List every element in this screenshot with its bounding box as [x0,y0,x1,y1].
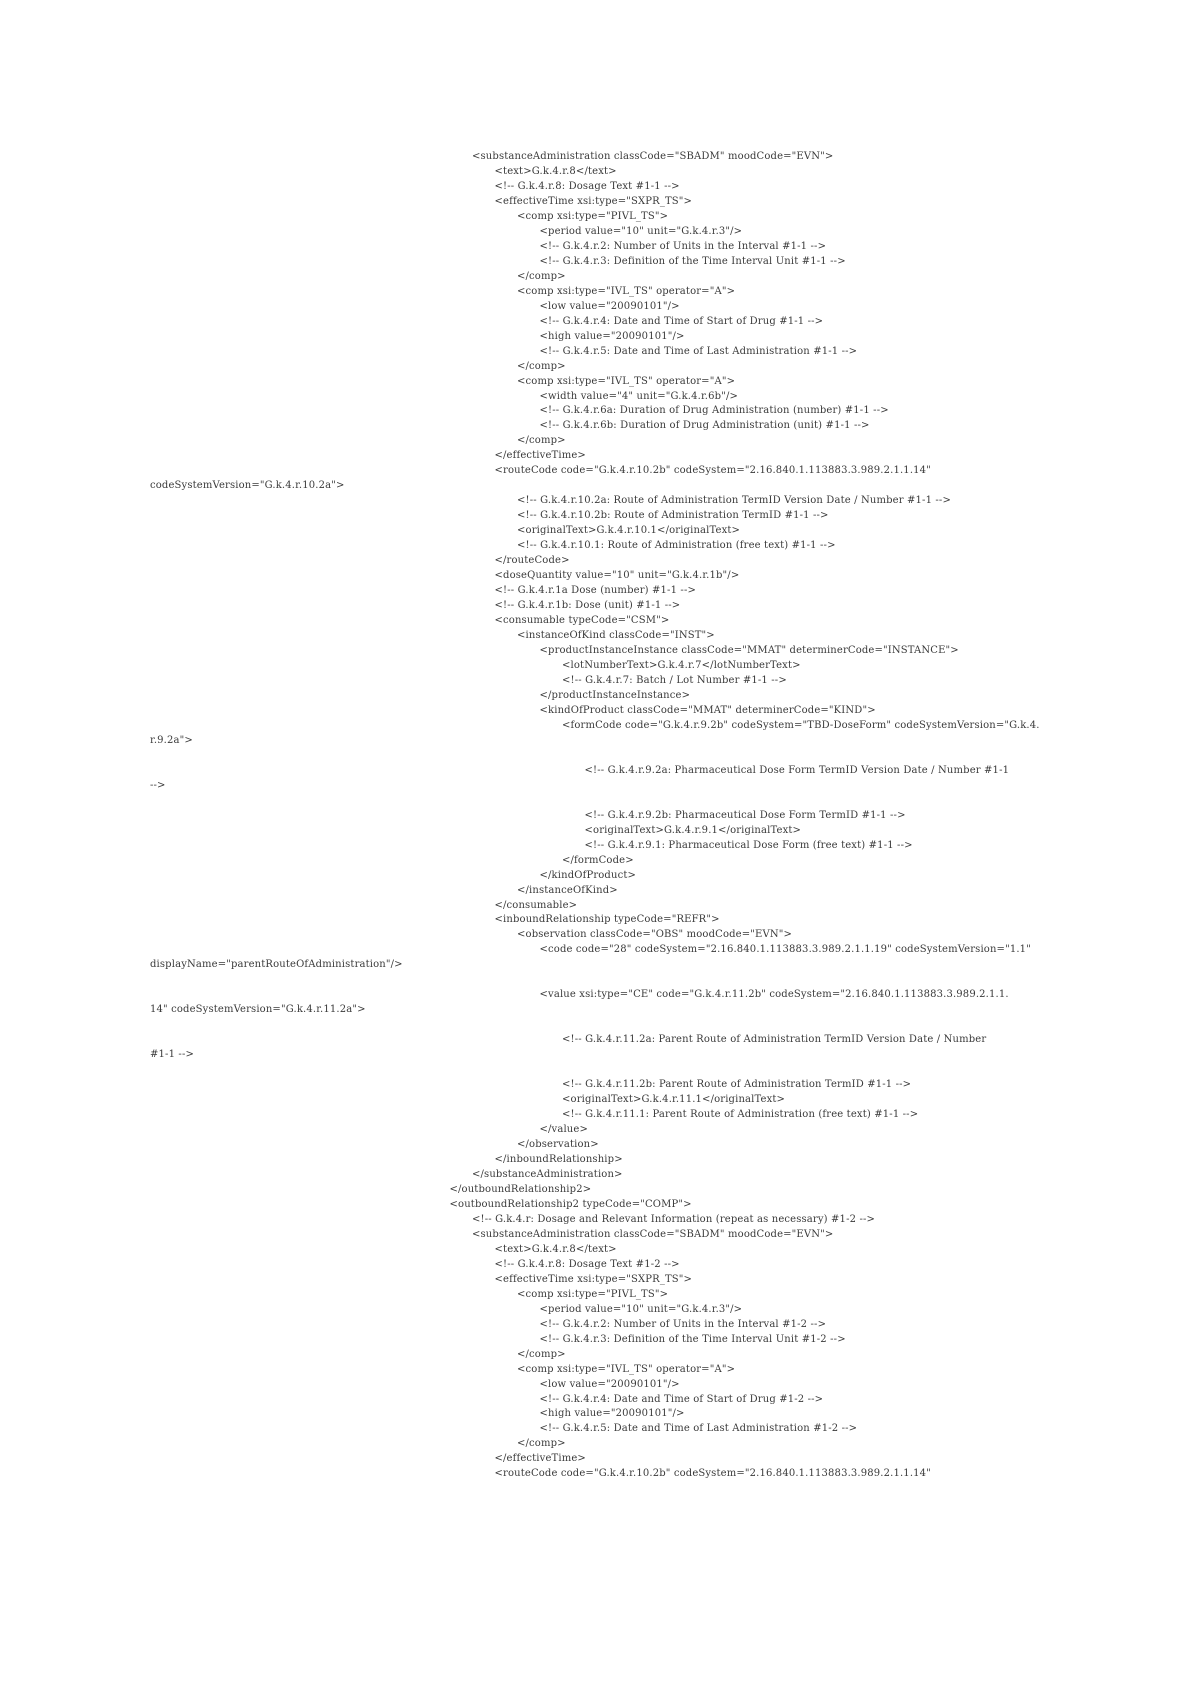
code-line: <!-- G.k.4.r.9.2b: Pharmaceutical Dose Form TermID #1-1 --> [584,809,906,821]
code-line: <effectiveTime xsi:type="SXPR_TS"> [494,1273,693,1285]
code-line: <!-- G.k.4.r.1a Dose (number) #1-1 --> [494,585,696,597]
code-line: <observation classCode="OBS" moodCode="EVN"> [517,929,793,941]
code-line: <text>G.k.4.r.8</text> [494,1243,617,1255]
code-line: <low value="20090101"/> [539,1378,680,1390]
code-line: <code code="28" codeSystem="2.16.840.1.113883.3.989.2.1.1.19" codeSystemVersion="1.1" [539,944,1031,956]
code-line: <!-- G.k.4.r.11.1: Parent Route of Administration (free text) #1-1 --> [562,1109,919,1121]
code-line: <text>G.k.4.r.8</text> [494,165,617,177]
code-line: </formCode> [562,854,634,866]
code-line: <!-- G.k.4.r.5: Date and Time of Last Administration #1-2 --> [539,1423,858,1435]
code-line: <!-- G.k.4.r.2: Number of Units in the Interval #1-2 --> [539,1318,827,1330]
code-line: </comp> [517,270,566,282]
code-line: <comp xsi:type="PIVL_TS"> [517,1288,669,1300]
code-line: </outboundRelationship2> [449,1183,592,1195]
code-line: <doseQuantity value="10" unit="G.k.4.r.1b"/> [494,570,740,582]
code-line: <!-- G.k.4.r.3: Definition of the Time Interval Unit #1-2 --> [539,1333,846,1345]
code-line: <routeCode code="G.k.4.r.10.2b" codeSystem="2.16.840.1.113883.3.989.2.1.1.14" [494,465,931,477]
code-line-wrapped: 14" codeSystemVersion="G.k.4.r.11.2a"> [150,1004,366,1016]
code-line: </effectiveTime> [494,450,586,462]
code-line: <!-- G.k.4.r.10.1: Route of Administration (free text) #1-1 --> [517,540,836,552]
code-line: </observation> [517,1139,599,1151]
code-line: <comp xsi:type="IVL_TS" operator="A"> [517,375,736,387]
code-line: <originalText>G.k.4.r.9.1</originalText> [584,824,802,836]
code-line: <!-- G.k.4.r.6b: Duration of Drug Administration (unit) #1-1 --> [539,420,870,432]
code-line: </effectiveTime> [494,1453,586,1465]
code-line: </inboundRelationship> [494,1153,623,1165]
code-line: </comp> [517,1348,566,1360]
code-line: <instanceOfKind classCode="INST"> [517,630,715,642]
code-line: </substanceAdministration> [472,1168,623,1180]
code-line: <routeCode code="G.k.4.r.10.2b" codeSystem="2.16.840.1.113883.3.989.2.1.1.14" [494,1468,931,1480]
code-line: <lotNumberText>G.k.4.r.7</lotNumberText> [562,659,801,671]
code-line-wrapped: r.9.2a"> [150,734,193,746]
code-line: <!-- G.k.4.r.11.2b: Parent Route of Administration TermID #1-1 --> [562,1079,912,1091]
code-line: <outboundRelationship2 typeCode="COMP"> [449,1198,692,1210]
code-line: <value xsi:type="CE" code="G.k.4.r.11.2b" codeSystem="2.16.840.1.113883.3.989.2.1.1. [539,989,1009,1001]
code-line: <!-- G.k.4.r.8: Dosage Text #1-2 --> [494,1258,680,1270]
code-line: <effectiveTime xsi:type="SXPR_TS"> [494,195,693,207]
code-line: <!-- G.k.4.r.5: Date and Time of Last Administration #1-1 --> [539,345,858,357]
code-line: <comp xsi:type="IVL_TS" operator="A"> [517,285,736,297]
code-line: <!-- G.k.4.r.4: Date and Time of Start of Drug #1-1 --> [539,315,824,327]
code-line: <!-- G.k.4.r.9.2a: Pharmaceutical Dose Form TermID Version Date / Number #1-1 [584,764,1010,776]
code-line: <originalText>G.k.4.r.11.1</originalText> [562,1094,786,1106]
code-line: <formCode code="G.k.4.r.9.2b" codeSystem="TBD-DoseForm" codeSystemVersion="G.k.4. [562,719,1040,731]
xml-code-listing [150,150,1040,1480]
code-line: <substanceAdministration classCode="SBADM" moodCode="EVN"> [472,1228,834,1240]
code-line: <low value="20090101"/> [539,300,680,312]
code-line: </routeCode> [494,555,570,567]
code-line-wrapped: #1-1 --> [150,1049,194,1061]
code-line: <!-- G.k.4.r.3: Definition of the Time Interval Unit #1-1 --> [539,255,846,267]
code-line: </comp> [517,360,566,372]
code-line: </instanceOfKind> [517,884,618,896]
code-line-wrapped: codeSystemVersion="G.k.4.r.10.2a"> [150,480,345,492]
code-line: <productInstanceInstance classCode="MMAT" determinerCode="INSTANCE"> [539,645,959,656]
code-line: </value> [539,1124,588,1136]
code-line: <!-- G.k.4.r: Dosage and Relevant Information (repeat as necessary) #1-2 --> [472,1213,876,1225]
code-line: <high value="20090101"/> [539,330,685,342]
code-line: <!-- G.k.4.r.6a: Duration of Drug Administration (number) #1-1 --> [539,405,889,417]
code-line: </consumable> [494,899,578,911]
code-line: </comp> [517,1438,566,1450]
code-line: <substanceAdministration classCode="SBADM" moodCode="EVN"> [472,151,834,162]
code-line: <comp xsi:type="PIVL_TS"> [517,210,669,222]
code-line: <!-- G.k.4.r.4: Date and Time of Start of Drug #1-2 --> [539,1393,824,1405]
code-line: </comp> [517,435,566,447]
code-line: <period value="10" unit="G.k.4.r.3"/> [539,225,743,237]
code-line: </kindOfProduct> [539,869,637,881]
code-line: <period value="10" unit="G.k.4.r.3"/> [539,1303,743,1315]
code-line: <!-- G.k.4.r.10.2a: Route of Administration TermID Version Date / Number #1-1 --> [517,495,951,507]
code-line: <!-- G.k.4.r.8: Dosage Text #1-1 --> [494,180,680,192]
code-line: <width value="4" unit="G.k.4.r.6b"/> [539,390,739,402]
code-line: <kindOfProduct classCode="MMAT" determinerCode="KIND"> [539,704,876,716]
code-line: <!-- G.k.4.r.10.2b: Route of Administration TermID #1-1 --> [517,510,829,522]
code-line: <consumable typeCode="CSM"> [494,615,670,627]
code-line-wrapped: displayName="parentRouteOfAdministration"/> [150,959,403,971]
code-line: <inboundRelationship typeCode="REFR"> [494,914,720,926]
code-line-wrapped: --> [150,779,166,791]
code-line: <!-- G.k.4.r.9.1: Pharmaceutical Dose Form (free text) #1-1 --> [584,839,913,851]
code-line: <!-- G.k.4.r.1b: Dose (unit) #1-1 --> [494,600,681,612]
code-line: <high value="20090101"/> [539,1408,685,1420]
code-line: <originalText>G.k.4.r.10.1</originalText> [517,525,741,537]
code-line: <!-- G.k.4.r.2: Number of Units in the Interval #1-1 --> [539,240,827,252]
code-line: <comp xsi:type="IVL_TS" operator="A"> [517,1363,736,1375]
code-line: <!-- G.k.4.r.7: Batch / Lot Number #1-1 --> [562,674,787,686]
code-line: </productInstanceInstance> [539,689,691,701]
code-line: <!-- G.k.4.r.11.2a: Parent Route of Administration TermID Version Date / Number [562,1034,987,1046]
